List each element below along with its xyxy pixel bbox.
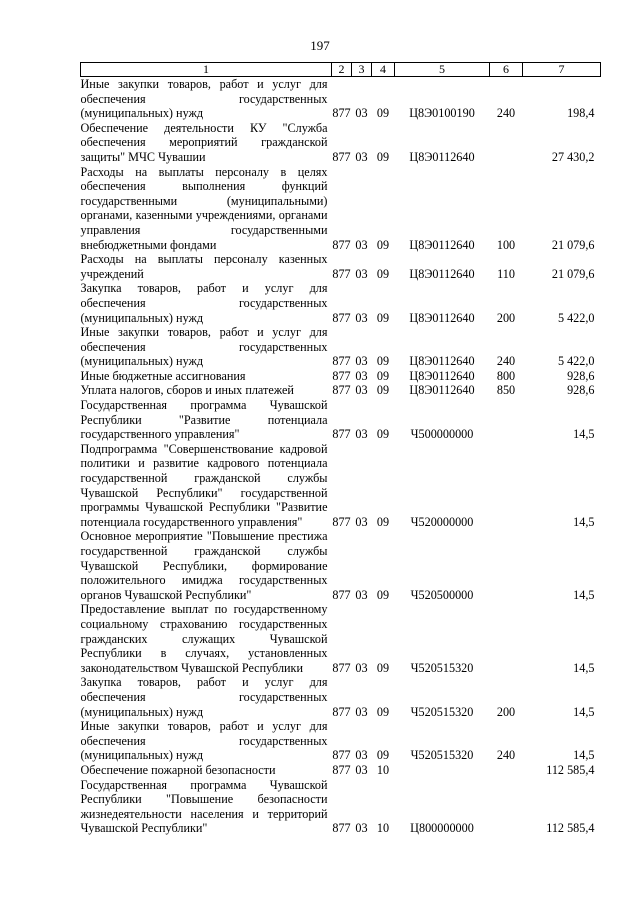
table-row: [81, 675, 601, 719]
row-ministry-code: 877: [332, 587, 351, 602]
row-target-article-code: Ц8Э0112640: [409, 368, 475, 383]
row-target-article-code: [395, 763, 490, 778]
row-ministry-code: 877: [332, 310, 351, 325]
row-amount: 112 585,4: [546, 762, 595, 777]
page-number: 197: [310, 38, 330, 53]
row-expense-type-code: 100: [496, 237, 516, 252]
row-section-code: 03: [355, 237, 368, 252]
row-amount: 198,4: [567, 106, 595, 121]
row-section-code: 03: [355, 106, 368, 121]
row-subsection-code: 09: [376, 368, 390, 383]
row-target-article-code: Ч520515320: [410, 748, 474, 763]
row-section-code: 03: [355, 354, 368, 369]
row-subsection-code: 09: [376, 587, 390, 602]
row-section-code: 03: [355, 310, 368, 325]
row-target-article-code: Ц8Э0112640: [409, 354, 475, 369]
row-amount: 14,5: [573, 587, 595, 602]
row-description: Закупка товаров, работ и услуг для обеспечения государственных (муниципальных) нужд: [80, 675, 328, 719]
row-expense-type-code: 240: [496, 748, 516, 763]
table-row: [81, 165, 601, 253]
row-target-article-code: Ц800000000: [410, 821, 474, 836]
row-subsection-code: 10: [376, 821, 390, 836]
row-subsection-code: 09: [376, 237, 390, 252]
row-target-article-code: Ч520515320: [410, 704, 474, 719]
row-ministry-code: 877: [332, 149, 351, 164]
row-amount: 14,5: [573, 704, 595, 719]
table-row: [81, 398, 601, 442]
row-subsection-code: 09: [376, 748, 390, 763]
row-subsection-code: 10: [376, 762, 390, 777]
row-amount: 14,5: [573, 748, 595, 763]
row-ministry-code: 877: [332, 368, 351, 383]
row-description: Предоставление выплат по государственному социальному страхованию государственных гражданских служащих Чувашской Республики в случаях, установленных законодательством Чувашской Республики: [80, 602, 328, 675]
row-ministry-code: 877: [332, 427, 351, 442]
table-row: [81, 719, 601, 763]
row-expense-type-code: 110: [497, 266, 515, 281]
column-header-7: 7: [523, 63, 601, 77]
row-description: Иные закупки товаров, работ и услуг для обеспечения государственных (муниципальных) нужд: [80, 719, 328, 763]
row-description: Расходы на выплаты персоналу в целях обеспечения выполнения функций государственными (муниципальными) органами, казенными учреждениями, органами управления государственными внебюджетными фондами: [80, 164, 328, 252]
row-target-article-code: Ч520000000: [410, 514, 474, 529]
row-target-article-code: Ч500000000: [410, 427, 474, 442]
row-expense-type-code: 240: [496, 354, 516, 369]
row-subsection-code: 09: [376, 354, 390, 369]
row-ministry-code: 877: [332, 514, 351, 529]
row-subsection-code: 09: [376, 266, 390, 281]
row-ministry-code: 877: [332, 660, 351, 675]
row-amount: 27 430,2: [551, 149, 595, 164]
row-target-article-code: Ц8Э0100190: [409, 106, 475, 121]
row-subsection-code: 09: [376, 660, 390, 675]
column-header-5: 5: [395, 63, 490, 77]
row-section-code: 03: [355, 266, 368, 281]
row-ministry-code: 877: [332, 266, 351, 281]
row-amount: 14,5: [573, 514, 595, 529]
row-description: Закупка товаров, работ и услуг для обеспечения государственных (муниципальных) нужд: [80, 281, 328, 325]
row-description: Иные закупки товаров, работ и услуг для обеспечения государственных (муниципальных) нужд: [80, 325, 328, 369]
row-section-code: 03: [355, 704, 368, 719]
row-description: Иные закупки товаров, работ и услуг для обеспечения государственных (муниципальных) нужд: [80, 77, 328, 121]
row-description: Уплата налогов, сборов и иных платежей: [80, 383, 294, 398]
row-expense-type-code: [490, 121, 523, 165]
row-section-code: 03: [355, 368, 368, 383]
row-subsection-code: 09: [376, 427, 390, 442]
row-expense-type-code: 800: [496, 368, 516, 383]
row-ministry-code: 877: [332, 704, 351, 719]
row-section-code: 03: [355, 821, 368, 836]
row-amount: 5 422,0: [557, 310, 595, 325]
row-amount: 928,6: [567, 383, 595, 398]
row-target-article-code: Ц8Э0112640: [409, 237, 475, 252]
row-target-article-code: Ц8Э0112640: [409, 383, 475, 398]
row-description: Государственная программа Чувашской Республики "Развитие потенциала государственного управления": [80, 398, 328, 442]
row-expense-type-code: 850: [496, 383, 516, 398]
row-subsection-code: 09: [376, 514, 390, 529]
row-description: Государственная программа Чувашской Республики "Повышение безопасности жизнедеятельности населения и территорий Чувашской Республики": [80, 777, 328, 836]
column-header-4: 4: [372, 63, 395, 77]
table-row: [81, 121, 601, 165]
row-amount: 928,6: [567, 368, 595, 383]
table-row: [81, 529, 601, 602]
row-target-article-code: Ч520515320: [410, 660, 474, 675]
table-row: [81, 281, 601, 325]
table-row: [81, 602, 601, 675]
row-section-code: 03: [355, 748, 368, 763]
row-amount: 5 422,0: [557, 354, 595, 369]
row-target-article-code: Ц8Э0112640: [409, 310, 475, 325]
row-subsection-code: 09: [376, 310, 390, 325]
row-amount: 112 585,4: [546, 821, 595, 836]
column-header-6: 6: [490, 63, 523, 77]
row-target-article-code: Ц8Э0112640: [409, 266, 475, 281]
row-amount: 14,5: [573, 427, 595, 442]
table-row: [81, 778, 601, 836]
table-row: [81, 77, 601, 121]
row-expense-type-code: [490, 778, 523, 836]
row-amount: 21 079,6: [551, 237, 595, 252]
table-row: [81, 369, 601, 384]
row-target-article-code: Ч520500000: [410, 587, 474, 602]
row-expense-type-code: [490, 529, 523, 602]
row-section-code: 03: [355, 427, 368, 442]
row-expense-type-code: [490, 763, 523, 778]
column-header-3: 3: [352, 63, 372, 77]
table-row: [81, 252, 601, 281]
row-expense-type-code: 200: [496, 310, 516, 325]
row-section-code: 03: [355, 514, 368, 529]
row-subsection-code: 09: [376, 704, 390, 719]
row-section-code: 03: [355, 587, 368, 602]
row-expense-type-code: [490, 398, 523, 442]
row-description: Иные бюджетные ассигнования: [80, 368, 246, 383]
row-ministry-code: 877: [332, 106, 351, 121]
table-row: [81, 442, 601, 530]
row-ministry-code: 877: [332, 354, 351, 369]
row-expense-type-code: 200: [496, 704, 516, 719]
table-body: [81, 77, 601, 836]
row-amount: 21 079,6: [551, 266, 595, 281]
row-ministry-code: 877: [332, 762, 351, 777]
row-section-code: 03: [355, 762, 368, 777]
row-ministry-code: 877: [332, 383, 351, 398]
row-section-code: 03: [355, 149, 368, 164]
column-header-2: 2: [332, 63, 352, 77]
row-description: Обеспечение деятельности КУ "Служба обеспечения мероприятий гражданской защиты" МЧС Чувашии: [80, 120, 328, 164]
table-row: [81, 383, 601, 398]
row-subsection-code: 09: [376, 149, 390, 164]
row-section-code: 03: [355, 383, 368, 398]
table-row: [81, 763, 601, 778]
row-description: Основное мероприятие "Повышение престижа государственной гражданской службы Чувашской Республики, формирование положительного имиджа государственных органов Чувашской Республики": [80, 529, 328, 602]
row-description: Обеспечение пожарной безопасности: [80, 762, 276, 777]
row-amount: 14,5: [573, 660, 595, 675]
row-description: Расходы на выплаты персоналу казенных учреждений: [80, 252, 328, 281]
row-target-article-code: Ц8Э0112640: [409, 149, 475, 164]
column-header-1: 1: [81, 63, 332, 77]
table-row: [81, 325, 601, 369]
row-ministry-code: 877: [332, 237, 351, 252]
row-description: Подпрограмма "Совершенствование кадровой политики и развитие кадрового потенциала государственной гражданской службы Чувашской Республики" государственной программы Чувашской Республики "Развитие потенциала государственного управления": [80, 441, 328, 529]
row-expense-type-code: [490, 602, 523, 675]
row-section-code: 03: [355, 660, 368, 675]
column-number-header-row: [81, 63, 601, 77]
row-ministry-code: 877: [332, 821, 351, 836]
row-expense-type-code: [490, 442, 523, 530]
row-subsection-code: 09: [376, 383, 390, 398]
row-ministry-code: 877: [332, 748, 351, 763]
row-expense-type-code: 240: [496, 106, 516, 121]
row-subsection-code: 09: [376, 106, 390, 121]
budget-table: [80, 62, 601, 836]
